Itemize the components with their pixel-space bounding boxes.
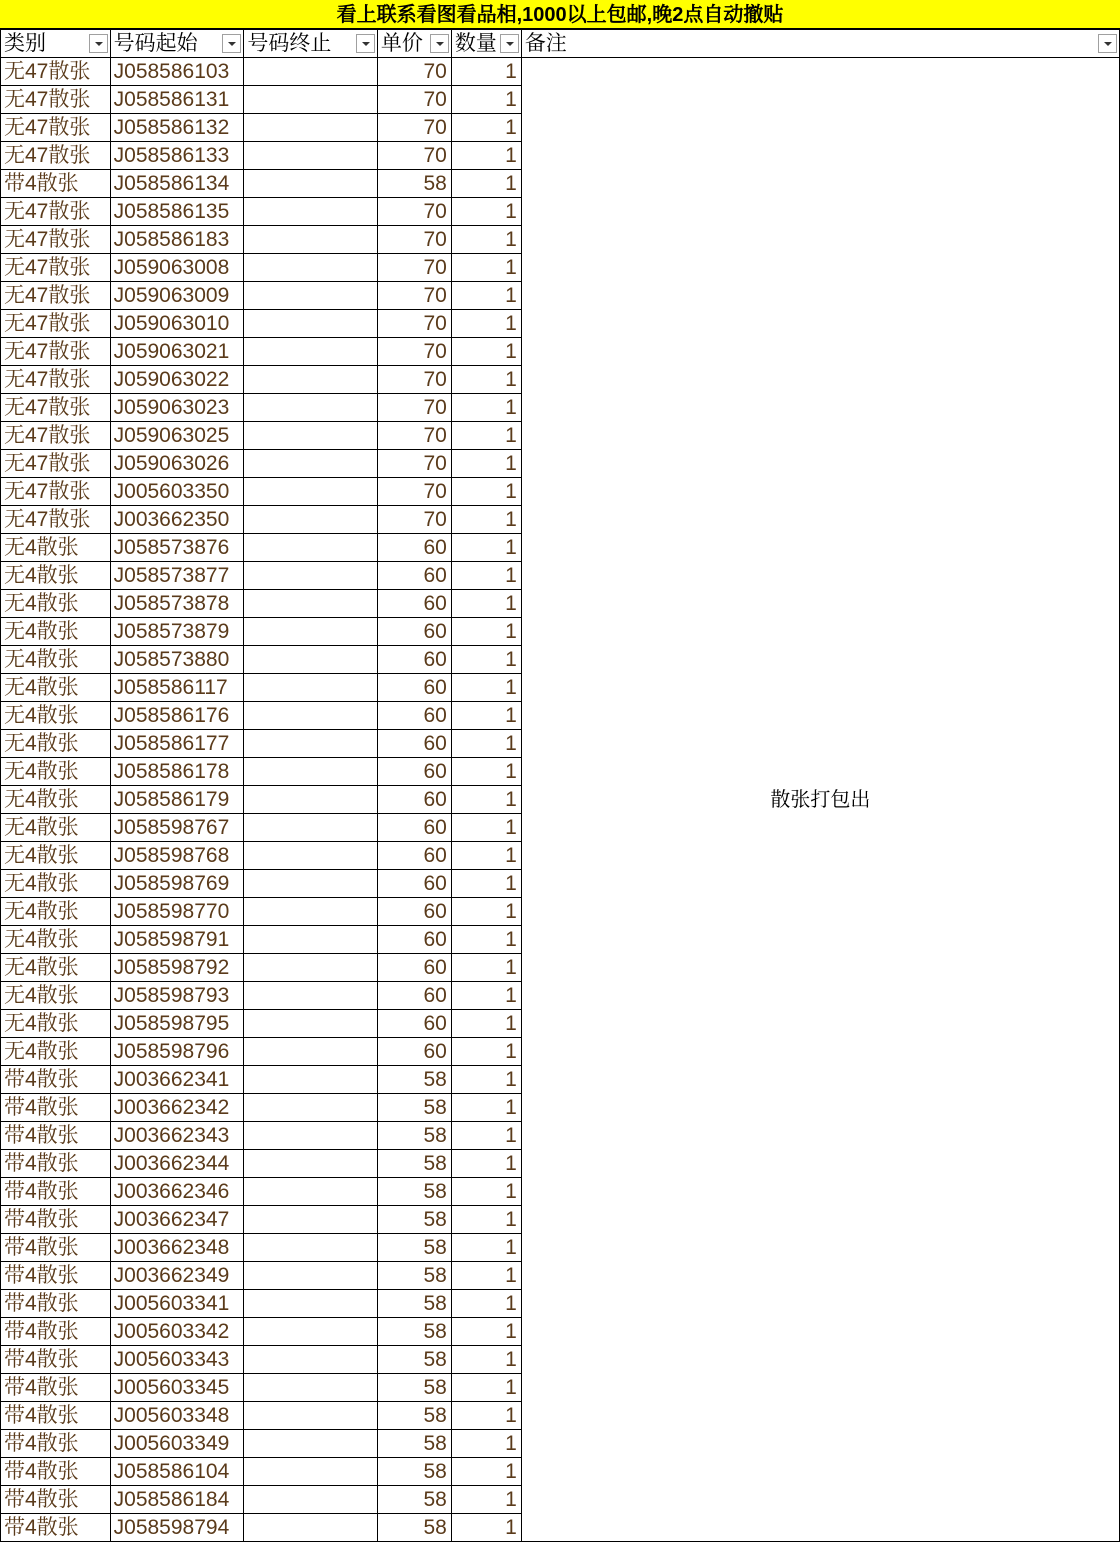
cell-end-number[interactable]: [244, 1318, 378, 1346]
cell-end-number[interactable]: [244, 86, 378, 114]
cell-price[interactable]: 70: [377, 198, 451, 226]
cell-category[interactable]: 无4散张: [1, 702, 111, 730]
cell-price[interactable]: 70: [377, 310, 451, 338]
cell-category[interactable]: 无4散张: [1, 898, 111, 926]
cell-quantity[interactable]: 1: [451, 1374, 521, 1402]
cell-quantity[interactable]: 1: [451, 1010, 521, 1038]
cell-start-number[interactable]: J058598769: [110, 870, 244, 898]
cell-quantity[interactable]: 1: [451, 870, 521, 898]
cell-start-number[interactable]: J003662347: [110, 1206, 244, 1234]
cell-quantity[interactable]: 1: [451, 282, 521, 310]
cell-category[interactable]: 无4散张: [1, 646, 111, 674]
cell-price[interactable]: 60: [377, 618, 451, 646]
cell-quantity[interactable]: 1: [451, 366, 521, 394]
cell-category[interactable]: 无47散张: [1, 254, 111, 282]
cell-quantity[interactable]: 1: [451, 758, 521, 786]
cell-start-number[interactable]: J058573880: [110, 646, 244, 674]
cell-category[interactable]: 带4散张: [1, 1458, 111, 1486]
cell-category[interactable]: 带4散张: [1, 1262, 111, 1290]
filter-dropdown-icon[interactable]: [356, 34, 375, 53]
cell-end-number[interactable]: [244, 702, 378, 730]
cell-price[interactable]: 70: [377, 394, 451, 422]
cell-end-number[interactable]: [244, 982, 378, 1010]
cell-category[interactable]: 无4散张: [1, 534, 111, 562]
cell-price[interactable]: 58: [377, 1150, 451, 1178]
cell-quantity[interactable]: 1: [451, 1150, 521, 1178]
cell-start-number[interactable]: J058573879: [110, 618, 244, 646]
cell-price[interactable]: 58: [377, 1374, 451, 1402]
header-price: [377, 30, 451, 58]
sheet-title: 看上联系看图看品相,1000以上包邮,晚2点自动撤贴: [0, 0, 1120, 29]
header-end: [244, 30, 378, 58]
cell-start-number[interactable]: J058586183: [110, 226, 244, 254]
cell-category[interactable]: 无4散张: [1, 954, 111, 982]
cell-quantity[interactable]: 1: [451, 310, 521, 338]
cell-end-number[interactable]: [244, 870, 378, 898]
cell-quantity[interactable]: 1: [451, 982, 521, 1010]
cell-start-number[interactable]: J059063023: [110, 394, 244, 422]
cell-start-number[interactable]: J058586177: [110, 730, 244, 758]
cell-price[interactable]: 60: [377, 534, 451, 562]
cell-end-number[interactable]: [244, 1010, 378, 1038]
cell-end-number[interactable]: [244, 842, 378, 870]
cell-category[interactable]: 无4散张: [1, 842, 111, 870]
cell-end-number[interactable]: [244, 1178, 378, 1206]
cell-category[interactable]: 带4散张: [1, 1234, 111, 1262]
cell-category[interactable]: 无47散张: [1, 506, 111, 534]
cell-category[interactable]: 带4散张: [1, 1206, 111, 1234]
cell-start-number[interactable]: J003662341: [110, 1066, 244, 1094]
cell-price[interactable]: 60: [377, 590, 451, 618]
cell-price[interactable]: 60: [377, 786, 451, 814]
cell-category[interactable]: 无4散张: [1, 982, 111, 1010]
cell-end-number[interactable]: [244, 786, 378, 814]
cell-quantity[interactable]: 1: [451, 534, 521, 562]
cell-category[interactable]: 无4散张: [1, 1038, 111, 1066]
cell-end-number[interactable]: [244, 1402, 378, 1430]
cell-start-number[interactable]: J005603341: [110, 1290, 244, 1318]
cell-category[interactable]: 带4散张: [1, 1318, 111, 1346]
cell-category[interactable]: 无4散张: [1, 730, 111, 758]
cell-price[interactable]: 60: [377, 814, 451, 842]
cell-start-number[interactable]: J058598793: [110, 982, 244, 1010]
cell-price[interactable]: 58: [377, 1346, 451, 1374]
cell-price[interactable]: 60: [377, 898, 451, 926]
cell-category[interactable]: 无4散张: [1, 618, 111, 646]
cell-end-number[interactable]: [244, 1150, 378, 1178]
cell-end-number[interactable]: [244, 226, 378, 254]
cell-category[interactable]: 带4散张: [1, 1094, 111, 1122]
cell-start-number[interactable]: J058598792: [110, 954, 244, 982]
cell-end-number[interactable]: [244, 954, 378, 982]
cell-end-number[interactable]: [244, 254, 378, 282]
cell-start-number[interactable]: J059063009: [110, 282, 244, 310]
cell-quantity[interactable]: 1: [451, 926, 521, 954]
cell-category[interactable]: 无47散张: [1, 142, 111, 170]
cell-price[interactable]: 60: [377, 842, 451, 870]
cell-price[interactable]: 70: [377, 142, 451, 170]
cell-quantity[interactable]: 1: [451, 954, 521, 982]
cell-price[interactable]: 70: [377, 226, 451, 254]
cell-category[interactable]: 带4散张: [1, 1374, 111, 1402]
cell-quantity[interactable]: 1: [451, 898, 521, 926]
cell-start-number[interactable]: J058586134: [110, 170, 244, 198]
cell-price[interactable]: 70: [377, 422, 451, 450]
header-category-label: 类别: [4, 31, 46, 55]
cell-quantity[interactable]: 1: [451, 394, 521, 422]
cell-start-number[interactable]: J059063010: [110, 310, 244, 338]
cell-category[interactable]: 无4散张: [1, 758, 111, 786]
cell-end-number[interactable]: [244, 758, 378, 786]
cell-price[interactable]: 58: [377, 170, 451, 198]
cell-category[interactable]: 带4散张: [1, 1430, 111, 1458]
cell-category[interactable]: 带4散张: [1, 1290, 111, 1318]
cell-start-number[interactable]: J058586103: [110, 58, 244, 86]
cell-quantity[interactable]: 1: [451, 1234, 521, 1262]
cell-quantity[interactable]: 1: [451, 562, 521, 590]
cell-category[interactable]: 无4散张: [1, 814, 111, 842]
cell-price[interactable]: 58: [377, 1514, 451, 1542]
cell-quantity[interactable]: 1: [451, 1514, 521, 1542]
cell-end-number[interactable]: [244, 310, 378, 338]
cell-price[interactable]: 58: [377, 1178, 451, 1206]
cell-end-number[interactable]: [244, 1066, 378, 1094]
cell-price[interactable]: 58: [377, 1430, 451, 1458]
cell-end-number[interactable]: [244, 1122, 378, 1150]
header-start: [110, 30, 244, 58]
cell-start-number[interactable]: J058598791: [110, 926, 244, 954]
cell-quantity[interactable]: 1: [451, 814, 521, 842]
cell-price[interactable]: 60: [377, 702, 451, 730]
cell-quantity[interactable]: 1: [451, 86, 521, 114]
cell-category[interactable]: 无47散张: [1, 366, 111, 394]
cell-quantity[interactable]: 1: [451, 1346, 521, 1374]
cell-category[interactable]: 带4散张: [1, 1178, 111, 1206]
cell-category[interactable]: 无4散张: [1, 674, 111, 702]
cell-quantity[interactable]: 1: [451, 1038, 521, 1066]
cell-quantity[interactable]: 1: [451, 618, 521, 646]
cell-quantity[interactable]: 1: [451, 674, 521, 702]
cell-price[interactable]: 58: [377, 1486, 451, 1514]
cell-price[interactable]: 70: [377, 282, 451, 310]
cell-start-number[interactable]: J005603345: [110, 1374, 244, 1402]
cell-category[interactable]: 带4散张: [1, 1514, 111, 1542]
cell-start-number[interactable]: J005603349: [110, 1430, 244, 1458]
cell-category[interactable]: 无4散张: [1, 926, 111, 954]
cell-quantity[interactable]: 1: [451, 450, 521, 478]
cell-price[interactable]: 60: [377, 954, 451, 982]
cell-price[interactable]: 58: [377, 1206, 451, 1234]
cell-price[interactable]: 60: [377, 926, 451, 954]
cell-price[interactable]: 60: [377, 758, 451, 786]
cell-end-number[interactable]: [244, 1094, 378, 1122]
cell-price[interactable]: 58: [377, 1094, 451, 1122]
cell-category[interactable]: 无47散张: [1, 478, 111, 506]
cell-quantity[interactable]: 1: [451, 646, 521, 674]
cell-start-number[interactable]: J003662344: [110, 1150, 244, 1178]
cell-quantity[interactable]: 1: [451, 1094, 521, 1122]
cell-price[interactable]: 58: [377, 1234, 451, 1262]
header-price-label: 单价: [380, 31, 423, 55]
cell-price[interactable]: 60: [377, 730, 451, 758]
cell-quantity[interactable]: 1: [451, 58, 521, 86]
cell-end-number[interactable]: [244, 1458, 378, 1486]
cell-quantity[interactable]: 1: [451, 142, 521, 170]
cell-quantity[interactable]: 1: [451, 1178, 521, 1206]
cell-start-number[interactable]: J058598794: [110, 1514, 244, 1542]
cell-price[interactable]: 58: [377, 1290, 451, 1318]
cell-end-number[interactable]: [244, 170, 378, 198]
filter-dropdown-icon[interactable]: [430, 34, 449, 53]
cell-quantity[interactable]: 1: [451, 590, 521, 618]
cell-end-number[interactable]: [244, 1374, 378, 1402]
cell-quantity[interactable]: 1: [451, 114, 521, 142]
cell-quantity[interactable]: 1: [451, 1402, 521, 1430]
cell-end-number[interactable]: [244, 730, 378, 758]
header-start-label: 号码起始: [113, 31, 198, 55]
cell-start-number[interactable]: J005603343: [110, 1346, 244, 1374]
cell-price[interactable]: 58: [377, 1458, 451, 1486]
cell-end-number[interactable]: [244, 674, 378, 702]
cell-end-number[interactable]: [244, 1206, 378, 1234]
cell-category[interactable]: 无4散张: [1, 786, 111, 814]
cell-end-number[interactable]: [244, 450, 378, 478]
cell-start-number[interactable]: J058586117: [110, 674, 244, 702]
cell-category[interactable]: 带4散张: [1, 170, 111, 198]
cell-quantity[interactable]: 1: [451, 1066, 521, 1094]
cell-start-number[interactable]: J003662349: [110, 1262, 244, 1290]
cell-price[interactable]: 70: [377, 450, 451, 478]
cell-end-number[interactable]: [244, 338, 378, 366]
cell-quantity[interactable]: 1: [451, 1458, 521, 1486]
cell-price[interactable]: 60: [377, 646, 451, 674]
cell-quantity[interactable]: 1: [451, 506, 521, 534]
cell-end-number[interactable]: [244, 646, 378, 674]
cell-end-number[interactable]: [244, 562, 378, 590]
cell-start-number[interactable]: J058598795: [110, 1010, 244, 1038]
cell-end-number[interactable]: [244, 926, 378, 954]
cell-price[interactable]: 60: [377, 982, 451, 1010]
cell-end-number[interactable]: [244, 618, 378, 646]
cell-price[interactable]: 70: [377, 254, 451, 282]
cell-category[interactable]: 无47散张: [1, 86, 111, 114]
cell-category[interactable]: 无4散张: [1, 562, 111, 590]
cell-category[interactable]: 带4散张: [1, 1346, 111, 1374]
cell-start-number[interactable]: J059063021: [110, 338, 244, 366]
cell-price[interactable]: 70: [377, 114, 451, 142]
cell-quantity[interactable]: 1: [451, 1206, 521, 1234]
header-category: [1, 30, 111, 58]
cell-end-number[interactable]: [244, 1486, 378, 1514]
cell-start-number[interactable]: J005603348: [110, 1402, 244, 1430]
cell-end-number[interactable]: [244, 1430, 378, 1458]
cell-end-number[interactable]: [244, 506, 378, 534]
cell-start-number[interactable]: J058598770: [110, 898, 244, 926]
cell-start-number[interactable]: J058573876: [110, 534, 244, 562]
cell-price[interactable]: 70: [377, 58, 451, 86]
cell-category[interactable]: 无47散张: [1, 198, 111, 226]
cell-price[interactable]: 58: [377, 1402, 451, 1430]
header-qty: [451, 30, 521, 58]
cell-end-number[interactable]: [244, 58, 378, 86]
cell-quantity[interactable]: 1: [451, 702, 521, 730]
cell-start-number[interactable]: J058573877: [110, 562, 244, 590]
cell-quantity[interactable]: 1: [451, 254, 521, 282]
cell-category[interactable]: 无47散张: [1, 58, 111, 86]
cell-category[interactable]: 无47散张: [1, 114, 111, 142]
cell-start-number[interactable]: J058598796: [110, 1038, 244, 1066]
cell-end-number[interactable]: [244, 114, 378, 142]
cell-category[interactable]: 无47散张: [1, 394, 111, 422]
cell-start-number[interactable]: J059063008: [110, 254, 244, 282]
cell-start-number[interactable]: J003662346: [110, 1178, 244, 1206]
cell-category[interactable]: 无47散张: [1, 422, 111, 450]
cell-start-number[interactable]: J058586104: [110, 1458, 244, 1486]
table-row: [1, 58, 1120, 86]
cell-price[interactable]: 58: [377, 1066, 451, 1094]
cell-price[interactable]: 60: [377, 562, 451, 590]
table-body: [1, 58, 1120, 1542]
cell-quantity[interactable]: 1: [451, 170, 521, 198]
cell-start-number[interactable]: J058586178: [110, 758, 244, 786]
cell-price[interactable]: 70: [377, 478, 451, 506]
cell-end-number[interactable]: [244, 814, 378, 842]
cell-quantity[interactable]: 1: [451, 338, 521, 366]
filter-dropdown-icon[interactable]: [222, 34, 241, 53]
cell-end-number[interactable]: [244, 898, 378, 926]
cell-quantity[interactable]: 1: [451, 1430, 521, 1458]
cell-price[interactable]: 60: [377, 1010, 451, 1038]
cell-category[interactable]: 带4散张: [1, 1150, 111, 1178]
filter-dropdown-icon[interactable]: [89, 34, 108, 53]
cell-quantity[interactable]: 1: [451, 198, 521, 226]
cell-end-number[interactable]: [244, 142, 378, 170]
header-row: [1, 30, 1120, 58]
cell-start-number[interactable]: J003662348: [110, 1234, 244, 1262]
cell-start-number[interactable]: J003662350: [110, 506, 244, 534]
header-end-label: 号码终止: [247, 31, 332, 55]
cell-quantity[interactable]: 1: [451, 1318, 521, 1346]
cell-end-number[interactable]: [244, 366, 378, 394]
cell-start-number[interactable]: J005603350: [110, 478, 244, 506]
cell-category[interactable]: 无4散张: [1, 590, 111, 618]
cell-price[interactable]: 60: [377, 1038, 451, 1066]
cell-end-number[interactable]: [244, 478, 378, 506]
cell-start-number[interactable]: J003662342: [110, 1094, 244, 1122]
cell-price[interactable]: 58: [377, 1318, 451, 1346]
cell-price[interactable]: 60: [377, 870, 451, 898]
cell-quantity[interactable]: 1: [451, 730, 521, 758]
cell-remark[interactable]: 散张打包出: [521, 58, 1119, 1542]
cell-category[interactable]: 带4散张: [1, 1066, 111, 1094]
cell-quantity[interactable]: 1: [451, 1290, 521, 1318]
cell-start-number[interactable]: J059063025: [110, 422, 244, 450]
cell-quantity[interactable]: 1: [451, 1262, 521, 1290]
listing-table: [0, 29, 1120, 1542]
cell-end-number[interactable]: [244, 282, 378, 310]
cell-end-number[interactable]: [244, 1262, 378, 1290]
cell-category[interactable]: 带4散张: [1, 1402, 111, 1430]
cell-start-number[interactable]: J059063026: [110, 450, 244, 478]
cell-start-number[interactable]: J005603342: [110, 1318, 244, 1346]
cell-quantity[interactable]: 1: [451, 842, 521, 870]
cell-start-number[interactable]: J058598768: [110, 842, 244, 870]
cell-start-number[interactable]: J058586184: [110, 1486, 244, 1514]
cell-start-number[interactable]: J058586132: [110, 114, 244, 142]
cell-price[interactable]: 58: [377, 1122, 451, 1150]
cell-quantity[interactable]: 1: [451, 226, 521, 254]
cell-quantity[interactable]: 1: [451, 1486, 521, 1514]
cell-end-number[interactable]: [244, 1290, 378, 1318]
cell-price[interactable]: 60: [377, 674, 451, 702]
cell-end-number[interactable]: [244, 1346, 378, 1374]
cell-price[interactable]: 70: [377, 86, 451, 114]
cell-quantity[interactable]: 1: [451, 478, 521, 506]
cell-category[interactable]: 无47散张: [1, 282, 111, 310]
cell-category[interactable]: 无47散张: [1, 338, 111, 366]
cell-category[interactable]: 无47散张: [1, 226, 111, 254]
header-remark: [521, 30, 1119, 58]
cell-start-number[interactable]: J058598767: [110, 814, 244, 842]
cell-quantity[interactable]: 1: [451, 786, 521, 814]
cell-end-number[interactable]: [244, 590, 378, 618]
filter-dropdown-icon[interactable]: [500, 34, 519, 53]
cell-quantity[interactable]: 1: [451, 1122, 521, 1150]
cell-start-number[interactable]: J058586131: [110, 86, 244, 114]
cell-start-number[interactable]: J058573878: [110, 590, 244, 618]
cell-start-number[interactable]: J059063022: [110, 366, 244, 394]
cell-start-number[interactable]: J058586133: [110, 142, 244, 170]
cell-category[interactable]: 无4散张: [1, 1010, 111, 1038]
cell-end-number[interactable]: [244, 394, 378, 422]
cell-price[interactable]: 70: [377, 506, 451, 534]
cell-start-number[interactable]: J058586176: [110, 702, 244, 730]
cell-price[interactable]: 70: [377, 366, 451, 394]
cell-category[interactable]: 无47散张: [1, 450, 111, 478]
header-remark-label: 备注: [524, 31, 567, 55]
cell-price[interactable]: 70: [377, 338, 451, 366]
cell-category[interactable]: 带4散张: [1, 1122, 111, 1150]
cell-category[interactable]: 带4散张: [1, 1486, 111, 1514]
cell-start-number[interactable]: J058586135: [110, 198, 244, 226]
cell-end-number[interactable]: [244, 1234, 378, 1262]
cell-price[interactable]: 58: [377, 1262, 451, 1290]
cell-end-number[interactable]: [244, 1514, 378, 1542]
cell-start-number[interactable]: J003662343: [110, 1122, 244, 1150]
filter-dropdown-icon[interactable]: [1098, 34, 1117, 53]
cell-end-number[interactable]: [244, 1038, 378, 1066]
cell-start-number[interactable]: J058586179: [110, 786, 244, 814]
cell-end-number[interactable]: [244, 422, 378, 450]
cell-end-number[interactable]: [244, 198, 378, 226]
cell-quantity[interactable]: 1: [451, 422, 521, 450]
header-qty-label: 数量: [454, 31, 497, 55]
cell-end-number[interactable]: [244, 534, 378, 562]
cell-category[interactable]: 无4散张: [1, 870, 111, 898]
cell-category[interactable]: 无47散张: [1, 310, 111, 338]
